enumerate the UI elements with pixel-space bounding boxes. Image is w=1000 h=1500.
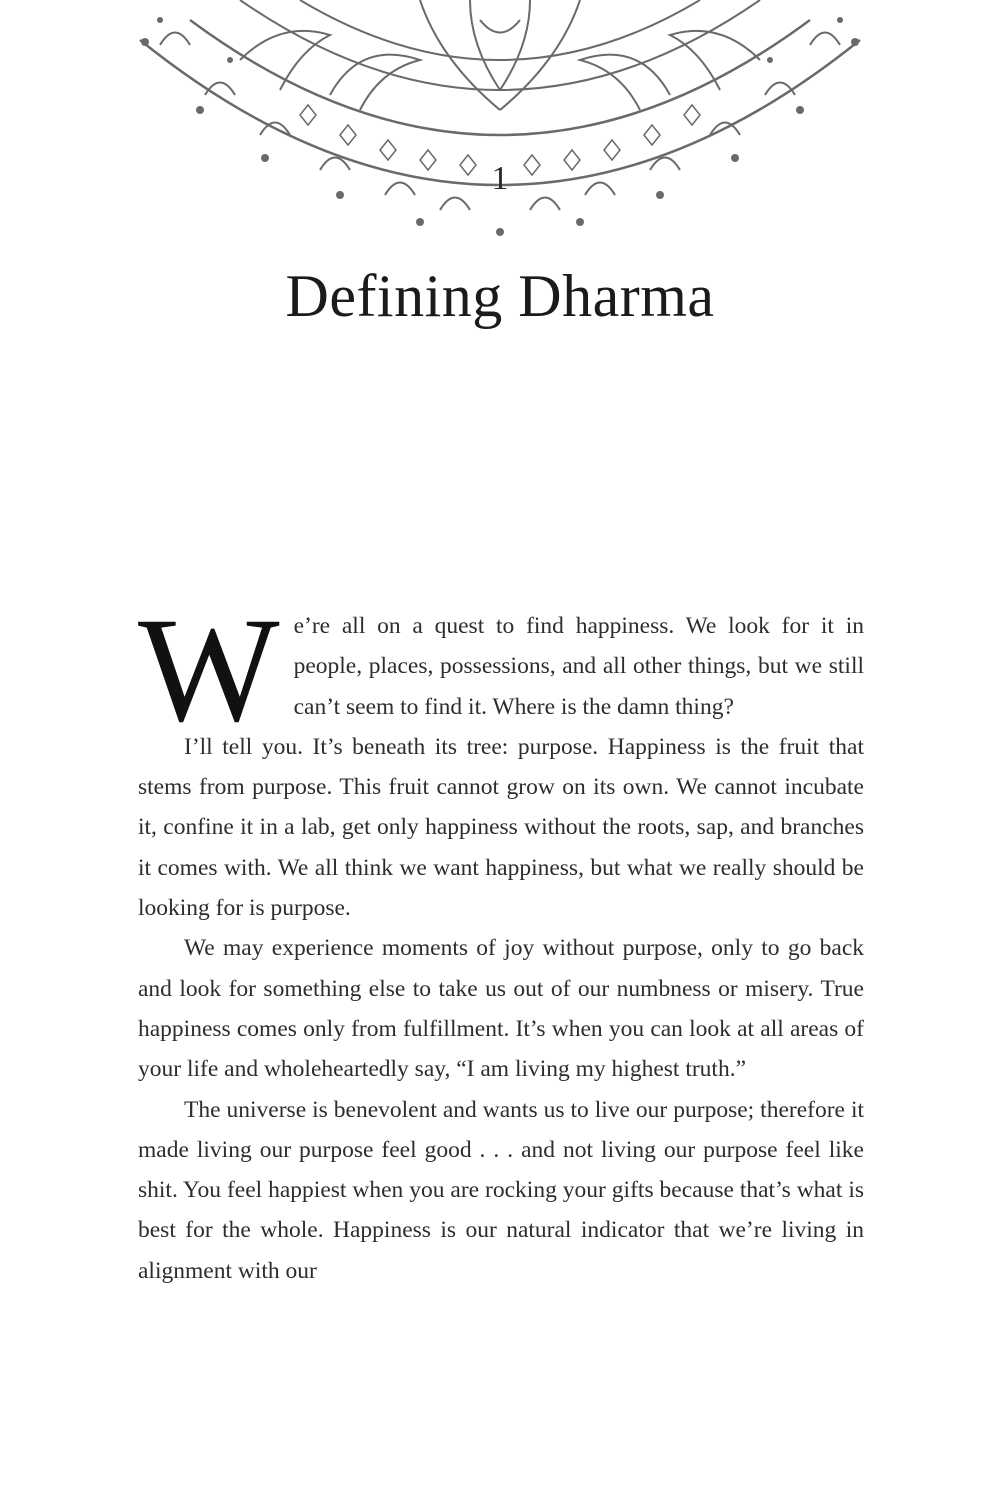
chapter-body bbox=[138, 587, 864, 1291]
chapter-title: Defining Dharma bbox=[285, 263, 715, 329]
chapter-number: 1 bbox=[491, 160, 509, 197]
paragraph-4: The universe is benevolent and wants us to live our purpose; therefore it made living our purpose feel good . . . and not living our purpose feel like shit. You feel happiest when you are rocking your gifts because that’s what is best for the whole. Happiness is our natural indicator that we’re living in alignment with our bbox=[138, 1096, 864, 1284]
paragraph-1 bbox=[138, 587, 864, 753]
paragraph-3: We may experience moments of joy without purpose, only to go back and look for something else to take us out of our numbness or misery. True happiness comes only from fulfillment. It’s when you can look at all areas of your life and wholeheartedly say, “I am living my highest truth.” bbox=[138, 935, 864, 1083]
mandala-ornament bbox=[0, 0, 1000, 250]
paragraph-1-text: e’re all on a quest to find happiness. We look for it in people, places, possessions, and all other things, but we still can’t seem to find it. Where is the damn thing? bbox=[293, 613, 864, 720]
drop-cap: W bbox=[138, 587, 280, 753]
paragraph-2: I’ll tell you. It’s beneath its tree: purpose. Happiness is the fruit that stems from purpose. This fruit cannot grow on its own. We cannot incubate it, confine it in a lab, get only happiness without the roots, sap, and branches it comes with. We all think we want happiness, but what we really should be looking for is purpose. bbox=[138, 733, 864, 922]
